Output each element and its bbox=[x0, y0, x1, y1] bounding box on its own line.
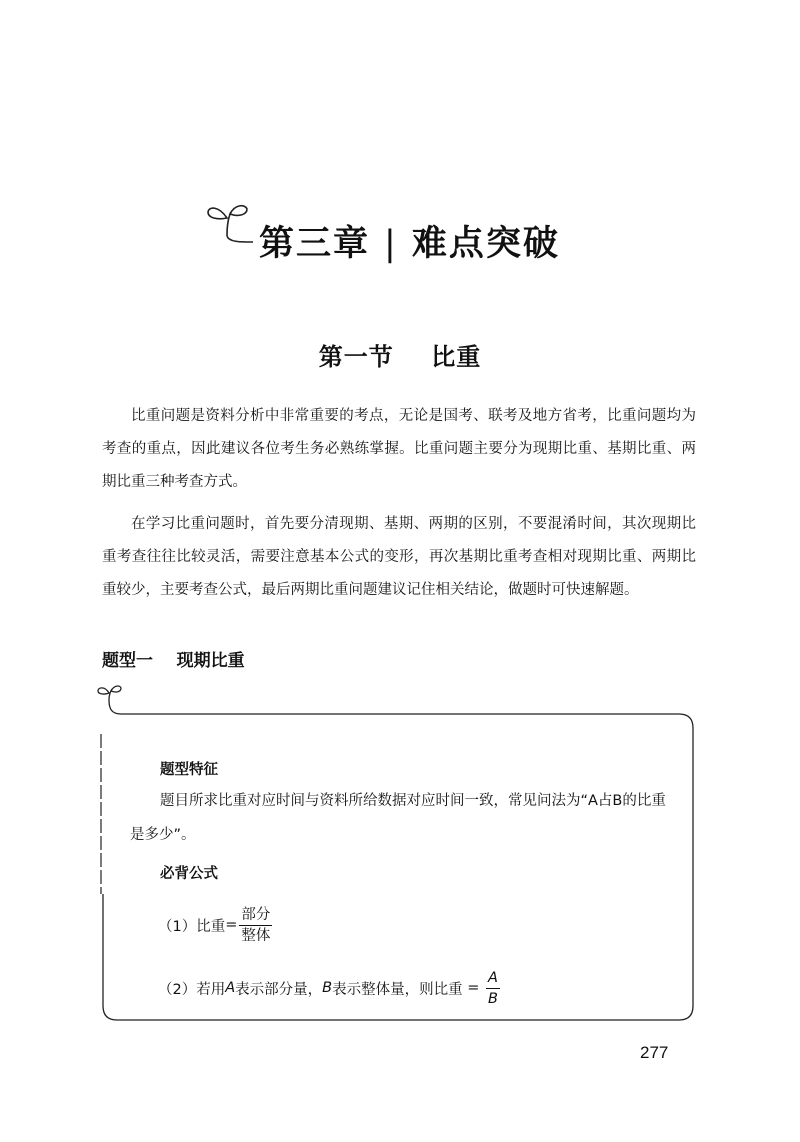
formula-1-fraction bbox=[239, 907, 272, 944]
formula-2 bbox=[158, 966, 500, 1010]
formula-2-numerator: A bbox=[486, 970, 500, 989]
formula-1-denominator: 整体 bbox=[241, 927, 271, 944]
chapter-subtitle: 难点突破 bbox=[411, 224, 560, 264]
feature-text: 题目所求比重对应时间与资料所给数据对应时间一致，常见问法为“A占B的比重是多少”。 bbox=[130, 793, 666, 843]
formula-2-prefix: （2）若用 bbox=[158, 981, 226, 998]
formula-1-equals: = bbox=[225, 917, 238, 933]
intro-paragraph: 比重问题是资料分析中非常重要的考点，无论是国考、联考及地方省考，比重问题均为考查的重点，因此建议各位考生务必熟练掌握。比重问题主要分为现期比重、基期比重、两期比重三种考查方式。 bbox=[102, 408, 696, 490]
chapter-number: 第三章 bbox=[259, 224, 371, 264]
box-sprout-icon bbox=[98, 686, 121, 714]
formula-2-mid2: 表示整体量，则比重 bbox=[332, 981, 463, 998]
formula-label: 必背公式 bbox=[160, 866, 218, 882]
formula-2-var-b: B bbox=[322, 980, 333, 996]
feature-label: 题型特征 bbox=[160, 762, 218, 778]
formula-2-denominator: B bbox=[487, 990, 498, 1007]
formula-1 bbox=[158, 903, 272, 947]
formula-2-equals: = bbox=[462, 980, 484, 996]
chapter-separator: | bbox=[384, 224, 398, 264]
formula-1-numerator: 部分 bbox=[239, 907, 272, 926]
section-title: 第一节 比重 bbox=[318, 343, 482, 371]
chapter-title bbox=[259, 216, 560, 266]
formula-2-var-a: A bbox=[225, 980, 236, 996]
chapter-heading bbox=[205, 196, 625, 266]
question-type-heading: 题型一 现期比重 bbox=[102, 651, 245, 671]
formula-2-fraction bbox=[486, 970, 500, 1007]
method-paragraph: 在学习比重问题时，首先要分清现期、基期、两期的区别，不要混淆时间，其次现期比重考查往往比较灵活，需要注意基本公式的变形，再次基期比重考查相对现期比重、两期比重较少，主要考查公式，最后两期比重问题建议记住相关结论，做题时可快速解题。 bbox=[102, 516, 696, 598]
sprout-icon bbox=[205, 196, 257, 248]
formula-2-mid1: 表示部分量， bbox=[235, 981, 323, 998]
page-number: 277 bbox=[640, 1043, 669, 1062]
formula-1-prefix: （1）比重 bbox=[158, 918, 226, 935]
